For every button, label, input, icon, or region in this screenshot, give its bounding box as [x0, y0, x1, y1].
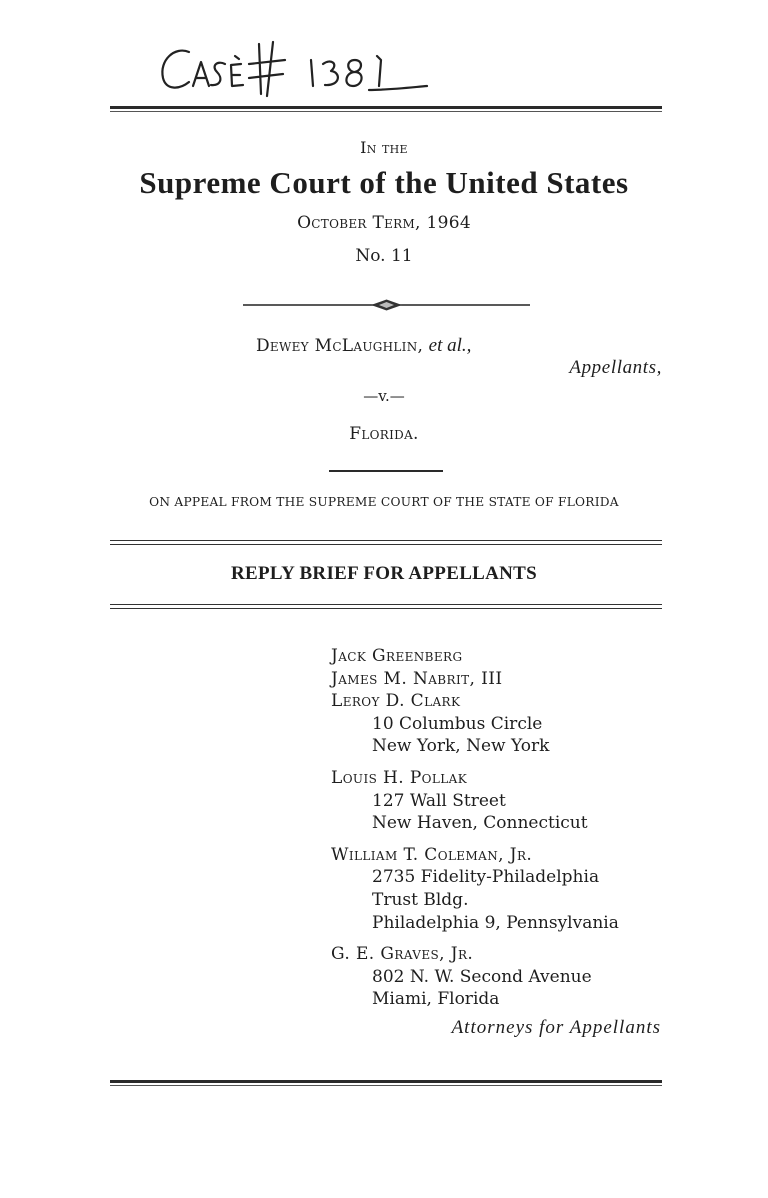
caption-in-the: In the	[360, 138, 408, 157]
handwritten-case-number	[155, 38, 445, 98]
counsel-address-line: Philadelphia 9, Pennsylvania	[372, 912, 619, 933]
court-name: Supreme Court of the United States	[139, 165, 629, 200]
title-top-rule	[110, 540, 662, 541]
counsel-address-line: Trust Bldg.	[372, 889, 469, 910]
versus: —v.—	[363, 387, 405, 405]
counsel-name: Louis H. Pollak	[331, 767, 468, 788]
counsel-address-line: New York, New York	[372, 736, 550, 757]
top-double-rule	[110, 106, 662, 109]
counsel-name: Jack Greenberg	[331, 646, 463, 666]
counsel-group	[331, 767, 619, 835]
docket-number: No. 11	[355, 246, 413, 266]
counsel-name: William T. Coleman, Jr.	[331, 844, 533, 865]
brief-title: REPLY BRIEF FOR APPELLANTS	[230, 563, 538, 584]
counsel-group	[331, 645, 619, 758]
counsel-name: G. E. Graves, Jr.	[331, 944, 474, 965]
appellee-name: Florida.	[349, 424, 419, 444]
counsel-address-line: 802 N. W. Second Avenue	[372, 966, 592, 987]
appeal-line: ON APPEAL FROM THE SUPREME COURT OF THE STATE OF FLORIDA	[149, 495, 619, 509]
appellants-party-line	[256, 335, 471, 357]
counsel-group	[331, 844, 619, 934]
appellants-role: Appellants,	[569, 357, 662, 378]
appellants-name: Dewey McLaughlin,	[256, 336, 424, 356]
bottom-double-rule	[110, 1080, 662, 1083]
title-bottom-rule	[110, 604, 662, 605]
court-term: October Term, 1964	[297, 213, 471, 233]
counsel-group	[331, 943, 619, 1011]
short-divider	[329, 470, 443, 472]
attorneys-for-appellants: Attorneys for Appellants	[451, 1017, 661, 1038]
counsel-address-line: 127 Wall Street	[372, 790, 506, 811]
counsel-name: James M. Nabrit, III	[331, 668, 503, 689]
handwriting-drawing	[155, 38, 445, 98]
counsel-list	[331, 645, 619, 1020]
counsel-address-line: 10 Columbus Circle	[372, 713, 543, 734]
counsel-address-line: New Haven, Connecticut	[372, 813, 588, 834]
ornamental-rule	[243, 298, 530, 312]
counsel-address-line: 2735 Fidelity-Philadelphia	[372, 867, 600, 888]
et-al: et al.,	[428, 335, 472, 356]
handwritten-note-text	[445, 38, 446, 39]
counsel-name: Leroy D. Clark	[331, 691, 461, 712]
counsel-address-line: Miami, Florida	[372, 989, 500, 1010]
